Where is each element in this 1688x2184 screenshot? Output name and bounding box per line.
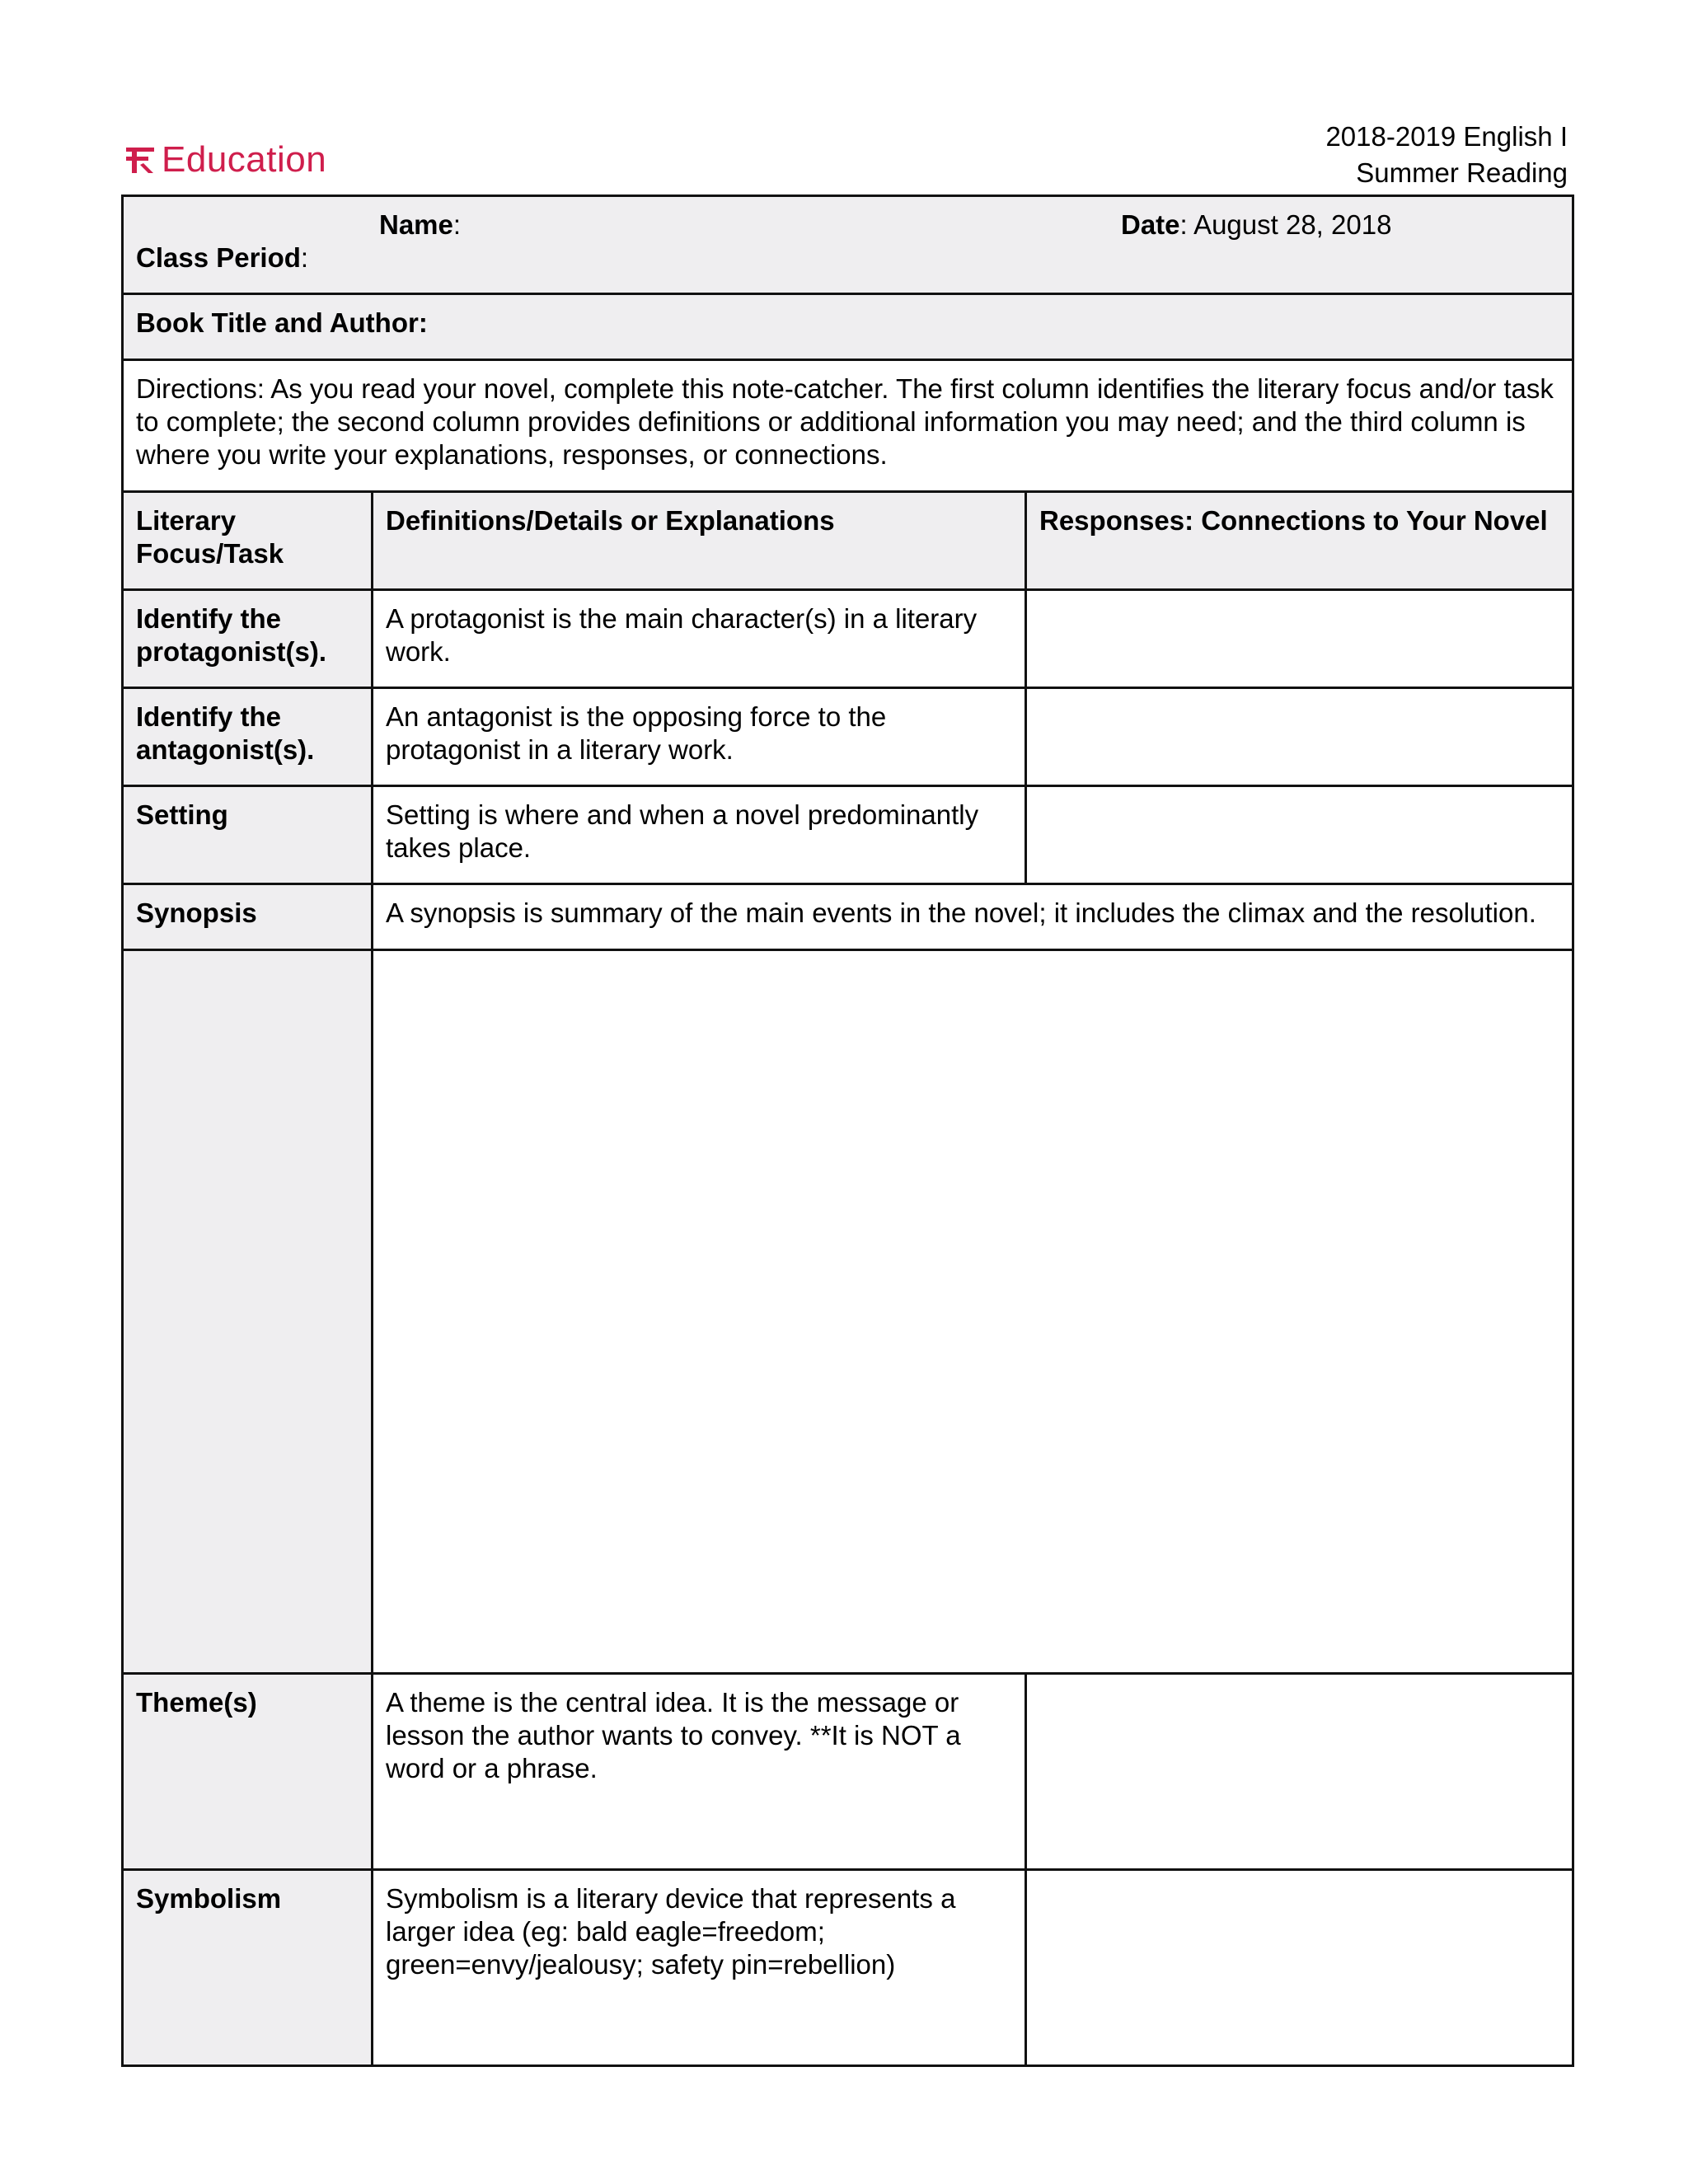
date-value: August 28, 2018 xyxy=(1193,209,1392,240)
synopsis-response-row xyxy=(123,950,1573,1674)
course-subtitle: Summer Reading xyxy=(1356,157,1568,188)
course-title: 2018-2019 English I xyxy=(1325,121,1568,152)
student-info-cell[interactable] xyxy=(123,196,1573,294)
theme-row xyxy=(123,1674,1573,1870)
protagonist-definition: A protagonist is the main character(s) in a literary work. xyxy=(373,590,1026,688)
protagonist-task: Identify the protagonist(s). xyxy=(123,590,373,688)
document-header xyxy=(1325,119,1568,191)
education-logo-icon xyxy=(124,143,157,176)
symbolism-response-cell[interactable] xyxy=(1026,1870,1573,2066)
brand-logo xyxy=(124,139,327,180)
class-period-label: Class Period xyxy=(136,242,301,273)
synopsis-blank-label-cell xyxy=(123,950,373,1674)
setting-definition: Setting is where and when a novel predominantly takes place. xyxy=(373,786,1026,884)
class-period-field[interactable]: Class Period: xyxy=(136,242,309,273)
name-label: Name xyxy=(379,209,453,240)
antagonist-response-cell[interactable] xyxy=(1026,688,1573,786)
synopsis-row xyxy=(123,884,1573,950)
synopsis-response-cell[interactable] xyxy=(373,950,1573,1674)
synopsis-task: Synopsis xyxy=(123,884,373,950)
header-definitions: Definitions/Details or Explanations xyxy=(373,492,1026,590)
symbolism-definition: Symbolism is a literary device that represents a larger idea (eg: bald eagle=freedom; green=envy/jealousy; safety pin=rebellion) xyxy=(373,1870,1026,2066)
theme-response-cell[interactable] xyxy=(1026,1674,1573,1870)
name-field[interactable]: Name: xyxy=(379,209,462,240)
setting-response-cell[interactable] xyxy=(1026,786,1573,884)
symbolism-row xyxy=(123,1870,1573,2066)
synopsis-definition: A synopsis is summary of the main events in the novel; it includes the climax and the resolution. xyxy=(373,884,1573,950)
antagonist-task: Identify the antagonist(s). xyxy=(123,688,373,786)
theme-definition: A theme is the central idea. It is the message or lesson the author wants to convey. **It is NOT a word or a phrase. xyxy=(373,1674,1026,1870)
symbolism-task: Symbolism xyxy=(123,1870,373,2066)
date-field: Date: August 28, 2018 xyxy=(1121,209,1392,240)
student-info-row xyxy=(123,196,1573,294)
book-title-row xyxy=(123,294,1573,360)
date-label: Date xyxy=(1121,209,1180,240)
directions-text: Directions: As you read your novel, complete this note-catcher. The first column identifies the literary focus and/or task to complete; the second column provides definitions or additional information you may need; and the third column is where you write your explanations, responses, or connections. xyxy=(123,360,1573,492)
theme-task: Theme(s) xyxy=(123,1674,373,1870)
book-title-field[interactable]: Book Title and Author: xyxy=(123,294,1573,360)
antagonist-row xyxy=(123,688,1573,786)
antagonist-definition: An antagonist is the opposing force to the protagonist in a literary work. xyxy=(373,688,1026,786)
setting-row xyxy=(123,786,1573,884)
header-focus: Literary Focus/Task xyxy=(123,492,373,590)
column-header-row xyxy=(123,492,1573,590)
note-catcher-table xyxy=(121,194,1574,2067)
header-responses: Responses: Connections to Your Novel xyxy=(1026,492,1573,590)
directions-row xyxy=(123,360,1573,492)
brand-name: Education xyxy=(162,139,327,180)
protagonist-response-cell[interactable] xyxy=(1026,590,1573,688)
setting-task: Setting xyxy=(123,786,373,884)
protagonist-row xyxy=(123,590,1573,688)
